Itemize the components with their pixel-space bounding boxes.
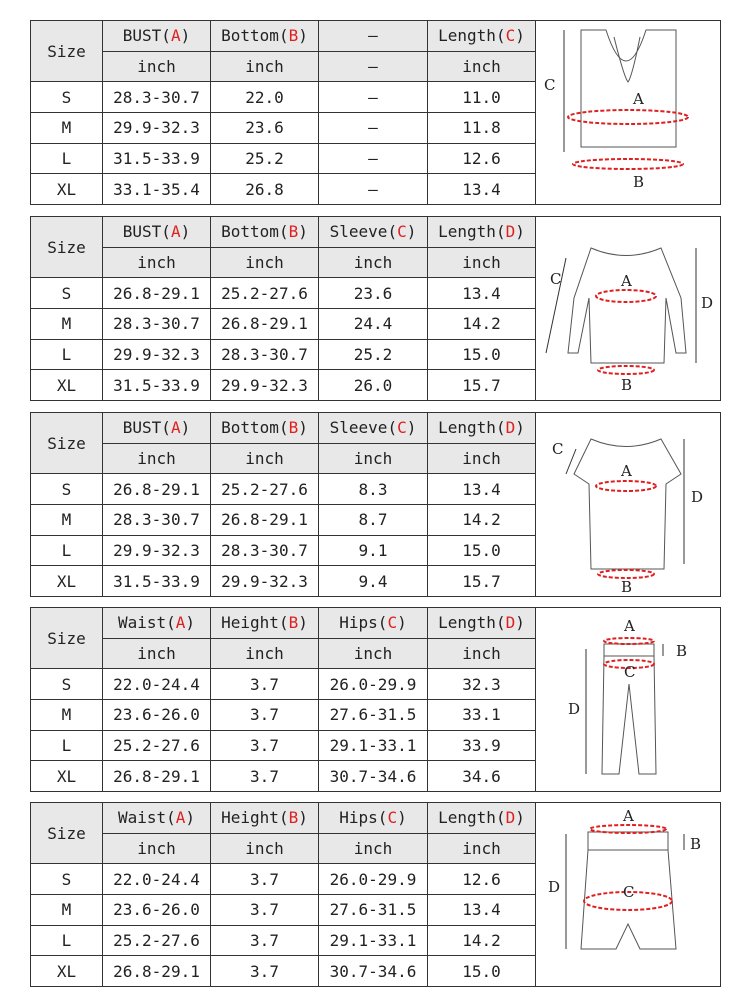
value-cell: 8.3 xyxy=(319,474,428,505)
value-cell: 8.7 xyxy=(319,504,428,535)
value-cell: 28.3-30.7 xyxy=(211,535,319,566)
unit-cell: inch xyxy=(211,638,319,669)
column-name: Sleeve( xyxy=(329,418,398,438)
column-name: Length( xyxy=(438,222,506,242)
size-cell: S xyxy=(31,474,103,505)
value-cell: 29.9-32.3 xyxy=(211,370,319,401)
column-header xyxy=(103,803,211,834)
column-name: Length( xyxy=(438,26,506,46)
column-letter: D xyxy=(505,808,516,828)
size-cell: L xyxy=(31,339,103,370)
figure-label: A xyxy=(623,806,634,825)
figure-label: A xyxy=(621,271,632,290)
column-close: ) xyxy=(298,808,308,828)
value-cell: 15.7 xyxy=(428,370,536,401)
column-letter: D xyxy=(505,613,516,633)
column-letter: C xyxy=(505,26,516,46)
unit-cell: inch xyxy=(319,247,428,278)
column-close: ) xyxy=(515,418,525,438)
unit-cell: inch xyxy=(319,443,428,474)
unit-cell: inch xyxy=(103,51,211,82)
size-cell: L xyxy=(31,925,103,956)
value-cell: 23.6-26.0 xyxy=(103,894,211,925)
value-cell: 3.7 xyxy=(211,730,319,761)
figure-label: C xyxy=(544,75,556,94)
column-letter: C xyxy=(397,418,407,438)
size-cell: L xyxy=(31,535,103,566)
size-cell: L xyxy=(31,143,103,174)
value-cell: 30.7-34.6 xyxy=(319,761,428,792)
value-cell: 29.9-32.3 xyxy=(103,535,211,566)
unit-cell: inch xyxy=(103,247,211,278)
value-cell: 25.2 xyxy=(211,143,319,174)
column-close: ) xyxy=(298,418,308,438)
column-header xyxy=(211,413,319,444)
value-cell: 15.0 xyxy=(428,956,536,987)
column-close: ) xyxy=(180,418,191,438)
column-name: Hips( xyxy=(339,808,388,828)
column-header xyxy=(319,413,428,444)
value-cell: 29.1-33.1 xyxy=(319,925,428,956)
column-header xyxy=(319,21,428,52)
unit-cell: inch xyxy=(319,638,428,669)
unit-cell: inch xyxy=(428,443,536,474)
unit-cell: inch xyxy=(428,51,536,82)
garment-diagram xyxy=(536,217,721,401)
value-cell: 29.1-33.1 xyxy=(319,730,428,761)
value-cell: 22.0 xyxy=(211,82,319,113)
column-close: ) xyxy=(397,613,407,633)
column-close: ) xyxy=(406,222,417,242)
value-cell: 33.9 xyxy=(428,730,536,761)
value-cell: 26.0 xyxy=(319,370,428,401)
value-cell: 14.2 xyxy=(428,308,536,339)
value-cell: – xyxy=(319,112,428,143)
column-letter: B xyxy=(288,613,299,633)
value-cell: 26.0-29.9 xyxy=(319,864,428,895)
value-cell: 33.1-35.4 xyxy=(103,174,211,205)
column-close: ) xyxy=(180,222,191,242)
column-close: ) xyxy=(515,613,525,633)
column-letter: C xyxy=(387,808,398,828)
value-cell: 23.6 xyxy=(211,112,319,143)
value-cell: 28.3-30.7 xyxy=(103,82,211,113)
garment-illustration xyxy=(536,609,719,791)
unit-cell: inch xyxy=(319,833,428,864)
column-name: – xyxy=(368,26,378,46)
column-close: ) xyxy=(298,613,308,633)
column-name: Length( xyxy=(438,418,506,438)
value-cell: 15.0 xyxy=(428,339,536,370)
figure-label: B xyxy=(621,577,633,596)
unit-cell: inch xyxy=(211,51,319,82)
column-name: BUST( xyxy=(122,26,171,46)
column-header xyxy=(103,217,211,248)
column-letter: A xyxy=(175,613,186,633)
unit-cell: inch xyxy=(211,247,319,278)
column-letter: B xyxy=(288,418,299,438)
figure-label: D xyxy=(701,293,714,312)
value-cell: – xyxy=(319,82,428,113)
value-cell: 26.8-29.1 xyxy=(103,761,211,792)
column-header xyxy=(428,217,536,248)
column-header xyxy=(428,608,536,639)
figure-label: C xyxy=(550,269,562,288)
value-cell: 29.9-32.3 xyxy=(103,112,211,143)
column-header xyxy=(211,217,319,248)
value-cell: 23.6 xyxy=(319,278,428,309)
column-close: ) xyxy=(406,418,417,438)
value-cell: 13.4 xyxy=(428,278,536,309)
value-cell: 3.7 xyxy=(211,894,319,925)
value-cell: 3.7 xyxy=(211,925,319,956)
unit-cell: inch xyxy=(428,638,536,669)
column-close: ) xyxy=(515,808,525,828)
value-cell: 27.6-31.5 xyxy=(319,699,428,730)
value-cell: 25.2-27.6 xyxy=(103,730,211,761)
size-cell: XL xyxy=(31,566,103,597)
value-cell: 26.0-29.9 xyxy=(319,669,428,700)
size-table-bra xyxy=(30,20,721,205)
figure-label: D xyxy=(568,699,581,718)
column-letter: B xyxy=(288,26,299,46)
value-cell: 13.4 xyxy=(428,174,536,205)
size-cell: M xyxy=(31,112,103,143)
column-letter: A xyxy=(170,26,181,46)
value-cell: 29.9-32.3 xyxy=(211,566,319,597)
size-header: Size xyxy=(31,21,103,82)
size-header: Size xyxy=(31,608,103,669)
size-header: Size xyxy=(31,217,103,278)
unit-cell: inch xyxy=(211,443,319,474)
column-name: Bottom( xyxy=(221,26,289,46)
value-cell: 11.8 xyxy=(428,112,536,143)
column-name: Waist( xyxy=(117,613,176,633)
value-cell: 32.3 xyxy=(428,669,536,700)
value-cell: 3.7 xyxy=(211,761,319,792)
size-table-shorts xyxy=(30,802,721,987)
value-cell: 26.8-29.1 xyxy=(211,504,319,535)
unit-cell: inch xyxy=(103,638,211,669)
size-cell: M xyxy=(31,504,103,535)
value-cell: 15.7 xyxy=(428,566,536,597)
value-cell: 34.6 xyxy=(428,761,536,792)
size-cell: S xyxy=(31,669,103,700)
column-letter: C xyxy=(397,222,407,242)
value-cell: 14.2 xyxy=(428,925,536,956)
value-cell: 22.0-24.4 xyxy=(103,669,211,700)
value-cell: 13.4 xyxy=(428,894,536,925)
value-cell: 26.8-29.1 xyxy=(103,956,211,987)
garment-diagram xyxy=(536,413,721,597)
size-table-pants xyxy=(30,607,721,792)
column-header xyxy=(103,413,211,444)
column-header xyxy=(319,217,428,248)
column-close: ) xyxy=(298,222,308,242)
value-cell: 15.0 xyxy=(428,535,536,566)
column-header xyxy=(428,21,536,52)
column-header xyxy=(319,803,428,834)
figure-label: B xyxy=(690,834,702,853)
column-header xyxy=(103,21,211,52)
size-cell: XL xyxy=(31,370,103,401)
value-cell: – xyxy=(319,143,428,174)
column-letter: D xyxy=(505,222,516,242)
unit-cell: – xyxy=(319,51,428,82)
value-cell: 9.4 xyxy=(319,566,428,597)
figure-label: A xyxy=(621,461,632,480)
column-letter: B xyxy=(288,808,299,828)
column-name: Length( xyxy=(438,613,506,633)
column-header xyxy=(211,608,319,639)
column-name: BUST( xyxy=(122,418,171,438)
value-cell: 28.3-30.7 xyxy=(211,339,319,370)
garment-diagram xyxy=(536,21,721,205)
column-name: Bottom( xyxy=(221,418,289,438)
figure-label: C xyxy=(624,662,636,681)
value-cell: 14.2 xyxy=(428,504,536,535)
column-letter: A xyxy=(175,808,186,828)
column-header xyxy=(319,608,428,639)
figure-label: B xyxy=(621,375,633,394)
unit-cell: inch xyxy=(103,833,211,864)
column-close: ) xyxy=(185,613,196,633)
value-cell: 25.2-27.6 xyxy=(103,925,211,956)
column-close: ) xyxy=(515,222,525,242)
column-name: Sleeve( xyxy=(329,222,398,242)
garment-diagram xyxy=(536,803,721,987)
value-cell: 12.6 xyxy=(428,143,536,174)
value-cell: 3.7 xyxy=(211,699,319,730)
figure-label: C xyxy=(552,439,564,458)
value-cell: 3.7 xyxy=(211,864,319,895)
garment-illustration xyxy=(536,804,719,986)
column-letter: A xyxy=(170,222,181,242)
column-name: Hips( xyxy=(339,613,388,633)
value-cell: 22.0-24.4 xyxy=(103,864,211,895)
size-header: Size xyxy=(31,803,103,864)
value-cell: 26.8-29.1 xyxy=(103,474,211,505)
value-cell: 25.2 xyxy=(319,339,428,370)
value-cell: 9.1 xyxy=(319,535,428,566)
value-cell: 30.7-34.6 xyxy=(319,956,428,987)
figure-label: B xyxy=(676,641,688,660)
column-letter: A xyxy=(170,418,181,438)
garment-illustration xyxy=(536,22,719,204)
size-table-long-sleeve-top xyxy=(30,216,721,401)
column-close: ) xyxy=(298,26,308,46)
value-cell: 31.5-33.9 xyxy=(103,370,211,401)
size-table-short-sleeve-top xyxy=(30,412,721,597)
size-header: Size xyxy=(31,413,103,474)
column-letter: D xyxy=(505,418,516,438)
column-header xyxy=(428,803,536,834)
value-cell: 12.6 xyxy=(428,864,536,895)
garment-diagram xyxy=(536,608,721,792)
value-cell: 28.3-30.7 xyxy=(103,308,211,339)
value-cell: 31.5-33.9 xyxy=(103,143,211,174)
value-cell: 3.7 xyxy=(211,956,319,987)
unit-cell: inch xyxy=(211,833,319,864)
column-name: Length( xyxy=(438,808,506,828)
column-name: BUST( xyxy=(122,222,171,242)
figure-label: A xyxy=(633,89,644,108)
column-header xyxy=(211,803,319,834)
value-cell: 31.5-33.9 xyxy=(103,566,211,597)
column-name: Height( xyxy=(221,613,289,633)
value-cell: 11.0 xyxy=(428,82,536,113)
value-cell: 27.6-31.5 xyxy=(319,894,428,925)
garment-illustration xyxy=(536,414,719,596)
column-close: ) xyxy=(185,808,196,828)
size-cell: M xyxy=(31,894,103,925)
value-cell: 29.9-32.3 xyxy=(103,339,211,370)
column-name: Bottom( xyxy=(221,222,289,242)
column-name: Waist( xyxy=(117,808,176,828)
value-cell: 13.4 xyxy=(428,474,536,505)
size-cell: S xyxy=(31,82,103,113)
value-cell: 28.3-30.7 xyxy=(103,504,211,535)
column-name: Height( xyxy=(221,808,289,828)
garment-illustration xyxy=(536,218,719,400)
size-cell: XL xyxy=(31,956,103,987)
value-cell: 26.8-29.1 xyxy=(211,308,319,339)
column-close: ) xyxy=(515,26,525,46)
column-header xyxy=(103,608,211,639)
value-cell: 33.1 xyxy=(428,699,536,730)
column-close: ) xyxy=(397,808,407,828)
value-cell: 26.8-29.1 xyxy=(103,278,211,309)
size-cell: M xyxy=(31,699,103,730)
column-header xyxy=(428,413,536,444)
value-cell: 24.4 xyxy=(319,308,428,339)
value-cell: 25.2-27.6 xyxy=(211,474,319,505)
figure-label: D xyxy=(691,487,704,506)
value-cell: 23.6-26.0 xyxy=(103,699,211,730)
figure-label: B xyxy=(633,172,645,191)
figure-label: A xyxy=(624,616,635,635)
unit-cell: inch xyxy=(428,247,536,278)
unit-cell: inch xyxy=(103,443,211,474)
column-close: ) xyxy=(180,26,191,46)
figure-label: C xyxy=(623,882,635,901)
size-cell: XL xyxy=(31,174,103,205)
size-cell: L xyxy=(31,730,103,761)
unit-cell: inch xyxy=(428,833,536,864)
size-cell: XL xyxy=(31,761,103,792)
value-cell: 3.7 xyxy=(211,669,319,700)
value-cell: – xyxy=(319,174,428,205)
value-cell: 25.2-27.6 xyxy=(211,278,319,309)
size-cell: M xyxy=(31,308,103,339)
column-letter: C xyxy=(387,613,398,633)
size-cell: S xyxy=(31,864,103,895)
column-letter: B xyxy=(288,222,299,242)
value-cell: 26.8 xyxy=(211,174,319,205)
figure-label: D xyxy=(548,877,561,896)
size-cell: S xyxy=(31,278,103,309)
column-header xyxy=(211,21,319,52)
